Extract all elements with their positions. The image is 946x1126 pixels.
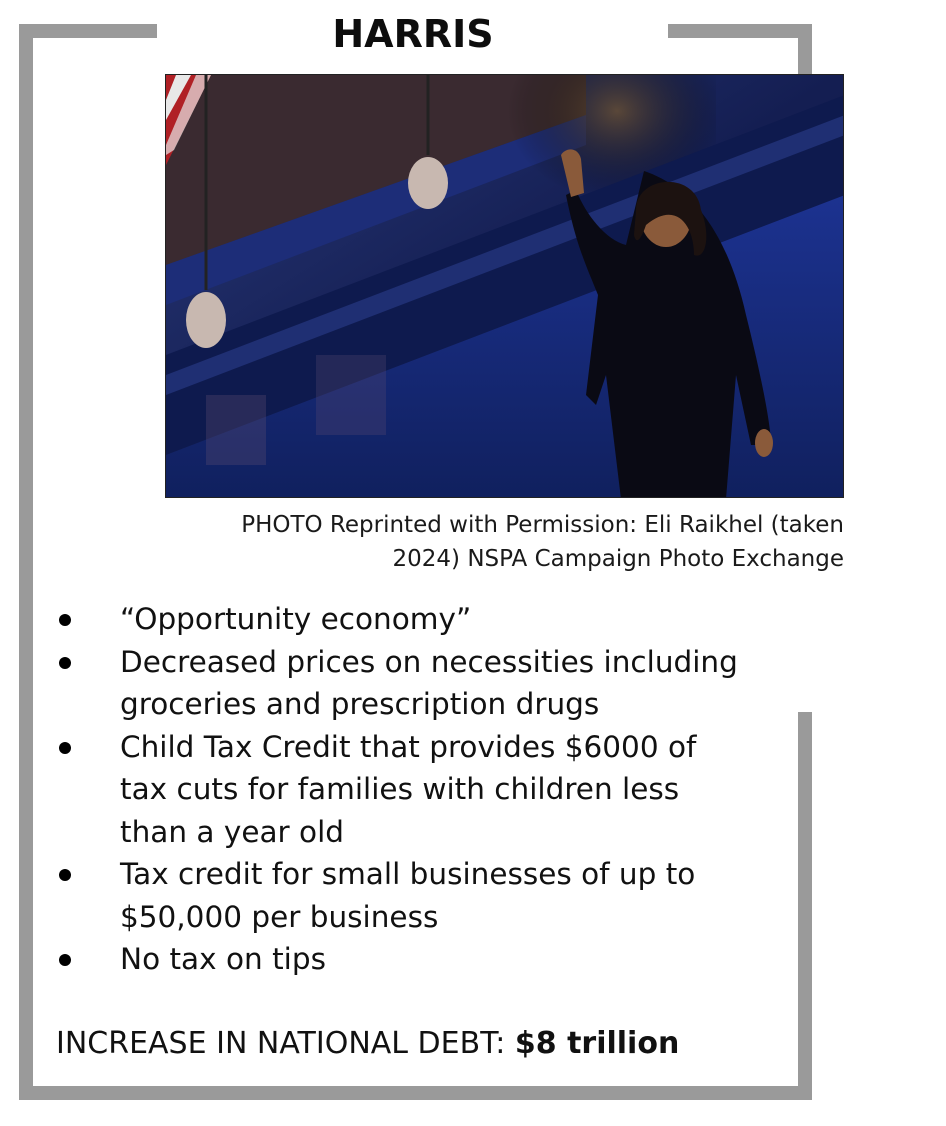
bullet-icon xyxy=(59,954,71,966)
caption-line-2: 2024) NSPA Campaign Photo Exchange xyxy=(392,546,844,572)
list-item: Tax credit for small businesses of up to $50,000 per business xyxy=(55,853,795,938)
frame-bottom xyxy=(19,1086,812,1100)
page-title: HARRIS xyxy=(332,12,494,56)
list-item: No tax on tips xyxy=(55,938,795,981)
debt-label: INCREASE IN NATIONAL DEBT: xyxy=(56,1026,515,1061)
list-item: “Opportunity economy” xyxy=(55,598,795,641)
bullet-icon xyxy=(59,742,71,754)
bullet-icon xyxy=(59,614,71,626)
photo-illustration xyxy=(166,75,844,498)
frame-right-lower xyxy=(798,712,812,1100)
policy-list xyxy=(55,598,795,981)
bullet-icon xyxy=(59,869,71,881)
bullet-icon xyxy=(59,657,71,669)
list-item: Child Tax Credit that provides $6000 of tax cuts for families with children less than a year old xyxy=(55,726,795,854)
national-debt-statement xyxy=(56,1022,679,1066)
list-item: Decreased prices on necessities including groceries and prescription drugs xyxy=(55,641,795,726)
debt-value: $8 trillion xyxy=(514,1026,680,1061)
photo-caption xyxy=(144,508,844,576)
caption-line-1: PHOTO Reprinted with Permission: Eli Raikhel (taken xyxy=(241,512,844,538)
candidate-photo xyxy=(165,74,844,498)
frame-left xyxy=(19,24,33,1100)
